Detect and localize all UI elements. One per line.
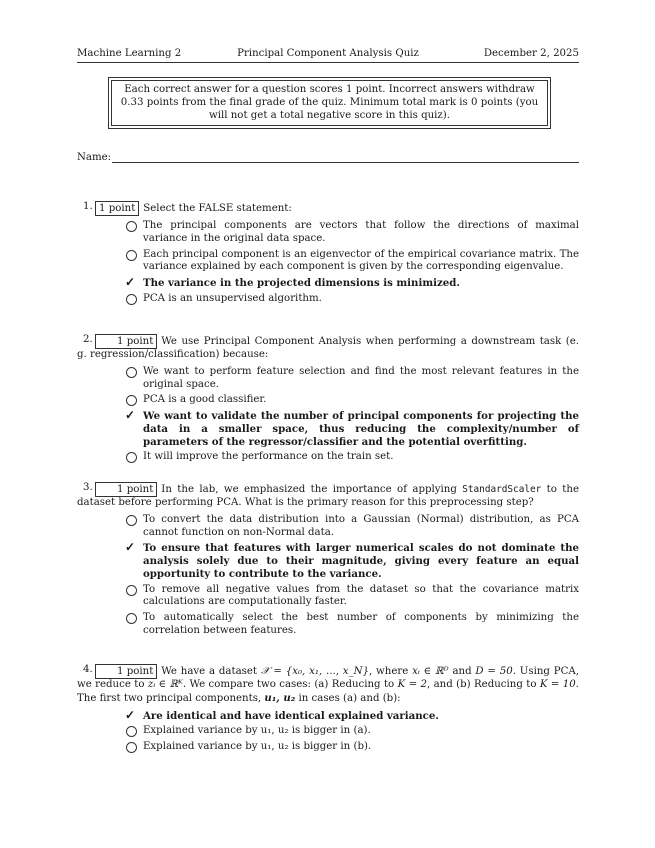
question-text-a: In the lab, we emphasized the importance of applying: [161, 484, 463, 495]
points-box: 1 point: [95, 201, 139, 216]
points-box: 1 point: [95, 482, 157, 497]
course-name: Machine Learning 2: [77, 48, 182, 59]
question-1: [77, 201, 579, 309]
name-input-line[interactable]: [112, 162, 579, 163]
question-number: 2.: [83, 334, 93, 345]
radio-circle-icon[interactable]: [126, 742, 137, 753]
option-4a-correct[interactable]: ✓ Are identical and have identical explained variance.: [125, 707, 439, 722]
radio-circle-icon[interactable]: [126, 452, 137, 463]
option-1c-correct[interactable]: ✓ The variance in the projected dimensions is minimized.: [125, 275, 460, 289]
option-2b[interactable]: PCA is a good classifier.: [77, 394, 579, 407]
math-k-b: K = 10: [539, 679, 576, 690]
question-4: 4. 1 point We have a dataset 𝒳 = {x₀, x₁, ..., x_N}, where xᵢ ∈ ℝᴰ and D = 50. Using PCA, we reduce to zᵢ ∈ ℝᴷ. We compare two cases: (a) Reducing to K = 2, and (b) Reducing to K = 10. The first two principal components, u₁, u₂ in cases (a) and (b): ✓ Are identical and have identical explained variance. Explained variance by u₁, u₂ is bigger in (a). Explained variance by u₁, u₂ is bigger in (b).: [77, 664, 579, 752]
option-3b-correct[interactable]: ✓ To ensure that features with larger numerical scales do not dominate the analysis solely due to their magnitude, giving every feature an equal opportunity to contribute to the variance.: [125, 540, 579, 580]
quiz-title: Principal Component Analysis Quiz: [237, 48, 419, 59]
radio-circle-icon[interactable]: [126, 367, 137, 378]
question-text-b: to the dataset before performing PCA. What is the primary reason for this preprocessing step?: [77, 484, 579, 508]
radio-circle-icon[interactable]: [126, 395, 137, 406]
option-1a[interactable]: The principal components are vectors that follow the directions of maximal variance in the original data space.: [77, 220, 579, 246]
question-3: [77, 482, 579, 641]
name-label: Name:: [77, 152, 112, 163]
radio-circle-icon[interactable]: [126, 250, 137, 261]
option-3c[interactable]: To remove all negative values from the dataset so that the covariance matrix calculations are computationally faster.: [77, 584, 579, 610]
math-reduced: zᵢ ∈ ℝᴷ: [147, 679, 183, 690]
radio-circle-icon[interactable]: [126, 221, 137, 232]
radio-circle-icon[interactable]: [126, 726, 137, 737]
math-dataset: 𝒳 = {x₀, x₁, ..., x_N}: [260, 666, 369, 677]
option-2d[interactable]: It will improve the performance on the train set.: [77, 451, 579, 464]
quiz-date: December 2, 2025: [483, 48, 579, 59]
radio-circle-icon[interactable]: [126, 515, 137, 526]
rules-box: [108, 77, 551, 129]
radio-circle-icon[interactable]: [126, 613, 137, 624]
math-k-a: K = 2: [397, 679, 427, 690]
option-4c[interactable]: Explained variance by u₁, u₂ is bigger in (b).: [77, 741, 579, 754]
option-1d[interactable]: PCA is an unsupervised algorithm.: [77, 293, 579, 306]
question-text: We use Principal Component Analysis when performing a downstream task (e. g. regression/classification) because:: [77, 336, 579, 360]
math-pcs: u₁, u₂: [264, 691, 296, 704]
question-number: 3.: [83, 482, 93, 493]
option-2a[interactable]: We want to perform feature selection and find the most relevant features in the original space.: [77, 366, 579, 392]
page-header: [77, 48, 579, 63]
checkmark-icon: ✓: [125, 408, 136, 422]
rules-text: Each correct answer for a question scores 1 point. Incorrect answers withdraw 0.33 points from the final grade of the quiz. Minimum total mark is 0 points (you will not get a total negative score in this quiz).: [111, 80, 548, 126]
question-text: Select the FALSE statement:: [143, 203, 292, 214]
checkmark-icon: ✓: [125, 540, 136, 555]
option-4b[interactable]: Explained variance by u₁, u₂ is bigger in (a).: [77, 725, 579, 738]
radio-circle-icon[interactable]: [126, 585, 137, 596]
checkmark-icon: ✓: [125, 275, 136, 289]
radio-circle-icon[interactable]: [126, 294, 137, 305]
points-box: 1 point: [95, 664, 157, 679]
option-1b[interactable]: Each principal component is an eigenvector of the empirical covariance matrix. The variance explained by each component is given by the corresponding eigenvalue.: [77, 249, 579, 275]
question-number: 4.: [83, 664, 93, 675]
question-number: 1.: [83, 201, 93, 212]
math-d-value: D = 50: [475, 666, 513, 677]
question-2: [77, 334, 579, 467]
points-box: 1 point: [95, 334, 157, 349]
option-3d[interactable]: To automatically select the best number of components by minimizing the correlation between features.: [77, 612, 579, 638]
code-standardscaler: StandardScaler: [462, 484, 542, 495]
option-2c-correct[interactable]: ✓ We want to validate the number of principal components for projecting the data in a smaller space, thus reducing the complexity/number of parameters of the regressor/classifier and the potential overfitting.: [125, 408, 579, 448]
math-membership: xᵢ ∈ ℝᴰ: [412, 666, 449, 677]
checkmark-icon: ✓: [125, 707, 136, 722]
option-3a[interactable]: To convert the data distribution into a Gaussian (Normal) distribution, as PCA cannot function on non-Normal data.: [77, 514, 579, 540]
